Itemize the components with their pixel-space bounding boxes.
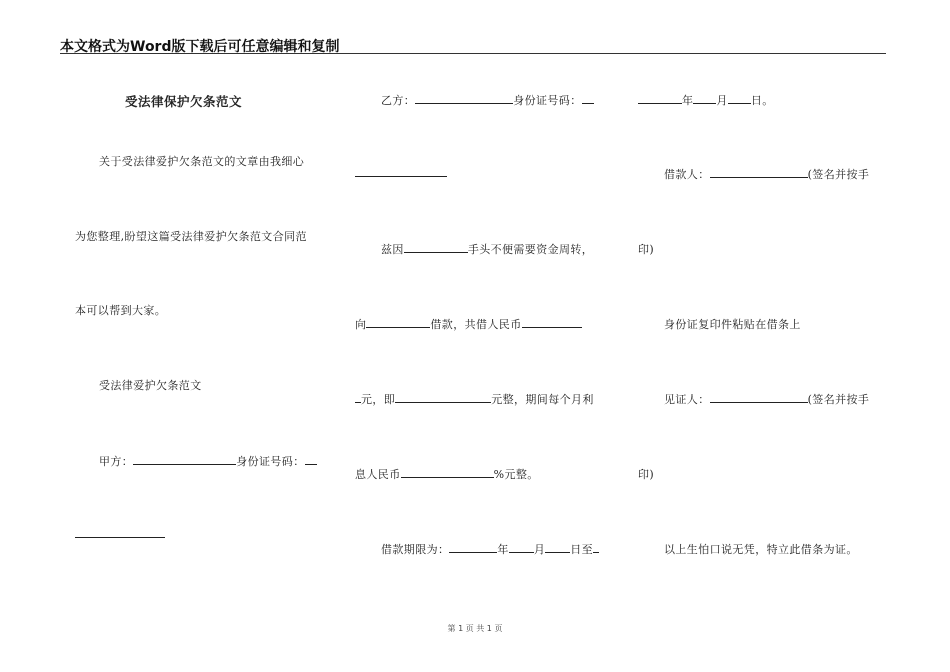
term-end-day: 日。 bbox=[750, 94, 774, 107]
lender-blank[interactable] bbox=[366, 317, 430, 328]
term-start-year-blank[interactable] bbox=[449, 542, 497, 553]
party-b-line bbox=[381, 92, 594, 108]
party-a-id-continued bbox=[75, 527, 165, 541]
reason-line bbox=[381, 241, 593, 257]
borrow-prefix: 向 bbox=[355, 318, 367, 331]
term-end-month-blank[interactable] bbox=[693, 93, 716, 104]
witness-line bbox=[664, 391, 869, 407]
interest-prefix: 息人民币 bbox=[355, 468, 401, 481]
witness-seal: 印) bbox=[638, 468, 655, 481]
witness-signature-blank[interactable] bbox=[710, 392, 808, 403]
term-end-day-blank[interactable] bbox=[728, 93, 751, 104]
party-a-line bbox=[99, 453, 317, 469]
witness-sign-note: (签名并按手 bbox=[807, 393, 870, 406]
intro-line-3: 本可以帮到大家。 bbox=[75, 304, 167, 317]
amount-blank[interactable] bbox=[522, 317, 582, 328]
party-a-id-label: 身份证号码： bbox=[236, 455, 305, 468]
amount-line bbox=[355, 391, 594, 407]
document-title: 受法律保护欠条范文 bbox=[125, 94, 243, 109]
closing-statement: 以上生怕口说无凭，特立此借条为证。 bbox=[664, 543, 858, 556]
reason-suffix: 手头不便需要资金周转， bbox=[467, 243, 594, 256]
party-b-id-blank[interactable] bbox=[582, 93, 594, 104]
id-copy-note: 身份证复印件粘贴在借条上 bbox=[664, 318, 801, 331]
yuan-suffix: 元整，期间每个月利 bbox=[491, 393, 594, 406]
subtitle: 受法律爱护欠条范文 bbox=[99, 379, 202, 392]
yuan-prefix: 元，即 bbox=[361, 393, 396, 406]
term-year: 年 bbox=[497, 543, 509, 556]
amount-words-blank[interactable] bbox=[395, 392, 491, 403]
party-a-id-blank[interactable] bbox=[305, 454, 317, 465]
header-rule bbox=[60, 53, 886, 54]
borrower-line bbox=[664, 166, 869, 182]
intro-line-1: 关于受法律爱护欠条范文的文章由我细心 bbox=[99, 155, 305, 168]
page-number: 第 1 页 共 1 页 bbox=[447, 624, 503, 633]
term-start-day-blank[interactable] bbox=[545, 542, 570, 553]
party-b-id-continued bbox=[355, 166, 447, 180]
borrower-signature-blank[interactable] bbox=[710, 167, 808, 178]
term-line bbox=[381, 541, 599, 557]
party-b-id-label: 身份证号码： bbox=[513, 94, 582, 107]
party-a-blank[interactable] bbox=[133, 454, 236, 465]
borrower-label: 借款人： bbox=[664, 168, 710, 181]
reason-blank[interactable] bbox=[404, 242, 468, 253]
borrower-sign-note: (签名并按手 bbox=[807, 168, 870, 181]
term-end-line bbox=[638, 92, 774, 108]
interest-line bbox=[355, 466, 539, 482]
document-header: 本文格式为Word版下载后可任意编辑和复制 bbox=[60, 39, 340, 55]
term-end-year-blank[interactable] bbox=[638, 93, 682, 104]
term-day-to: 日至 bbox=[570, 543, 594, 556]
term-label: 借款期限为： bbox=[381, 543, 450, 556]
term-start-month-blank[interactable] bbox=[509, 542, 534, 553]
term-end-blank[interactable] bbox=[593, 542, 599, 553]
borrow-line bbox=[355, 316, 582, 332]
interest-suffix: %元整。 bbox=[493, 468, 539, 481]
term-month: 月 bbox=[533, 543, 546, 556]
reason-prefix: 兹因 bbox=[381, 243, 404, 256]
party-a-label: 甲方： bbox=[99, 455, 134, 468]
party-b-blank[interactable] bbox=[415, 93, 513, 104]
witness-label: 见证人： bbox=[664, 393, 710, 406]
party-a-id-blank-2[interactable] bbox=[75, 527, 165, 538]
borrower-seal: 印) bbox=[638, 243, 655, 256]
party-b-id-blank-2[interactable] bbox=[355, 166, 447, 177]
party-b-label: 乙方： bbox=[381, 94, 416, 107]
interest-blank[interactable] bbox=[401, 467, 494, 478]
term-end-month: 月 bbox=[716, 94, 728, 107]
borrow-mid: 借款，共借人民币 bbox=[430, 318, 522, 331]
intro-line-2: 为您整理,盼望这篇受法律爱护欠条范文合同范 bbox=[75, 230, 307, 243]
term-end-year: 年 bbox=[682, 94, 694, 107]
